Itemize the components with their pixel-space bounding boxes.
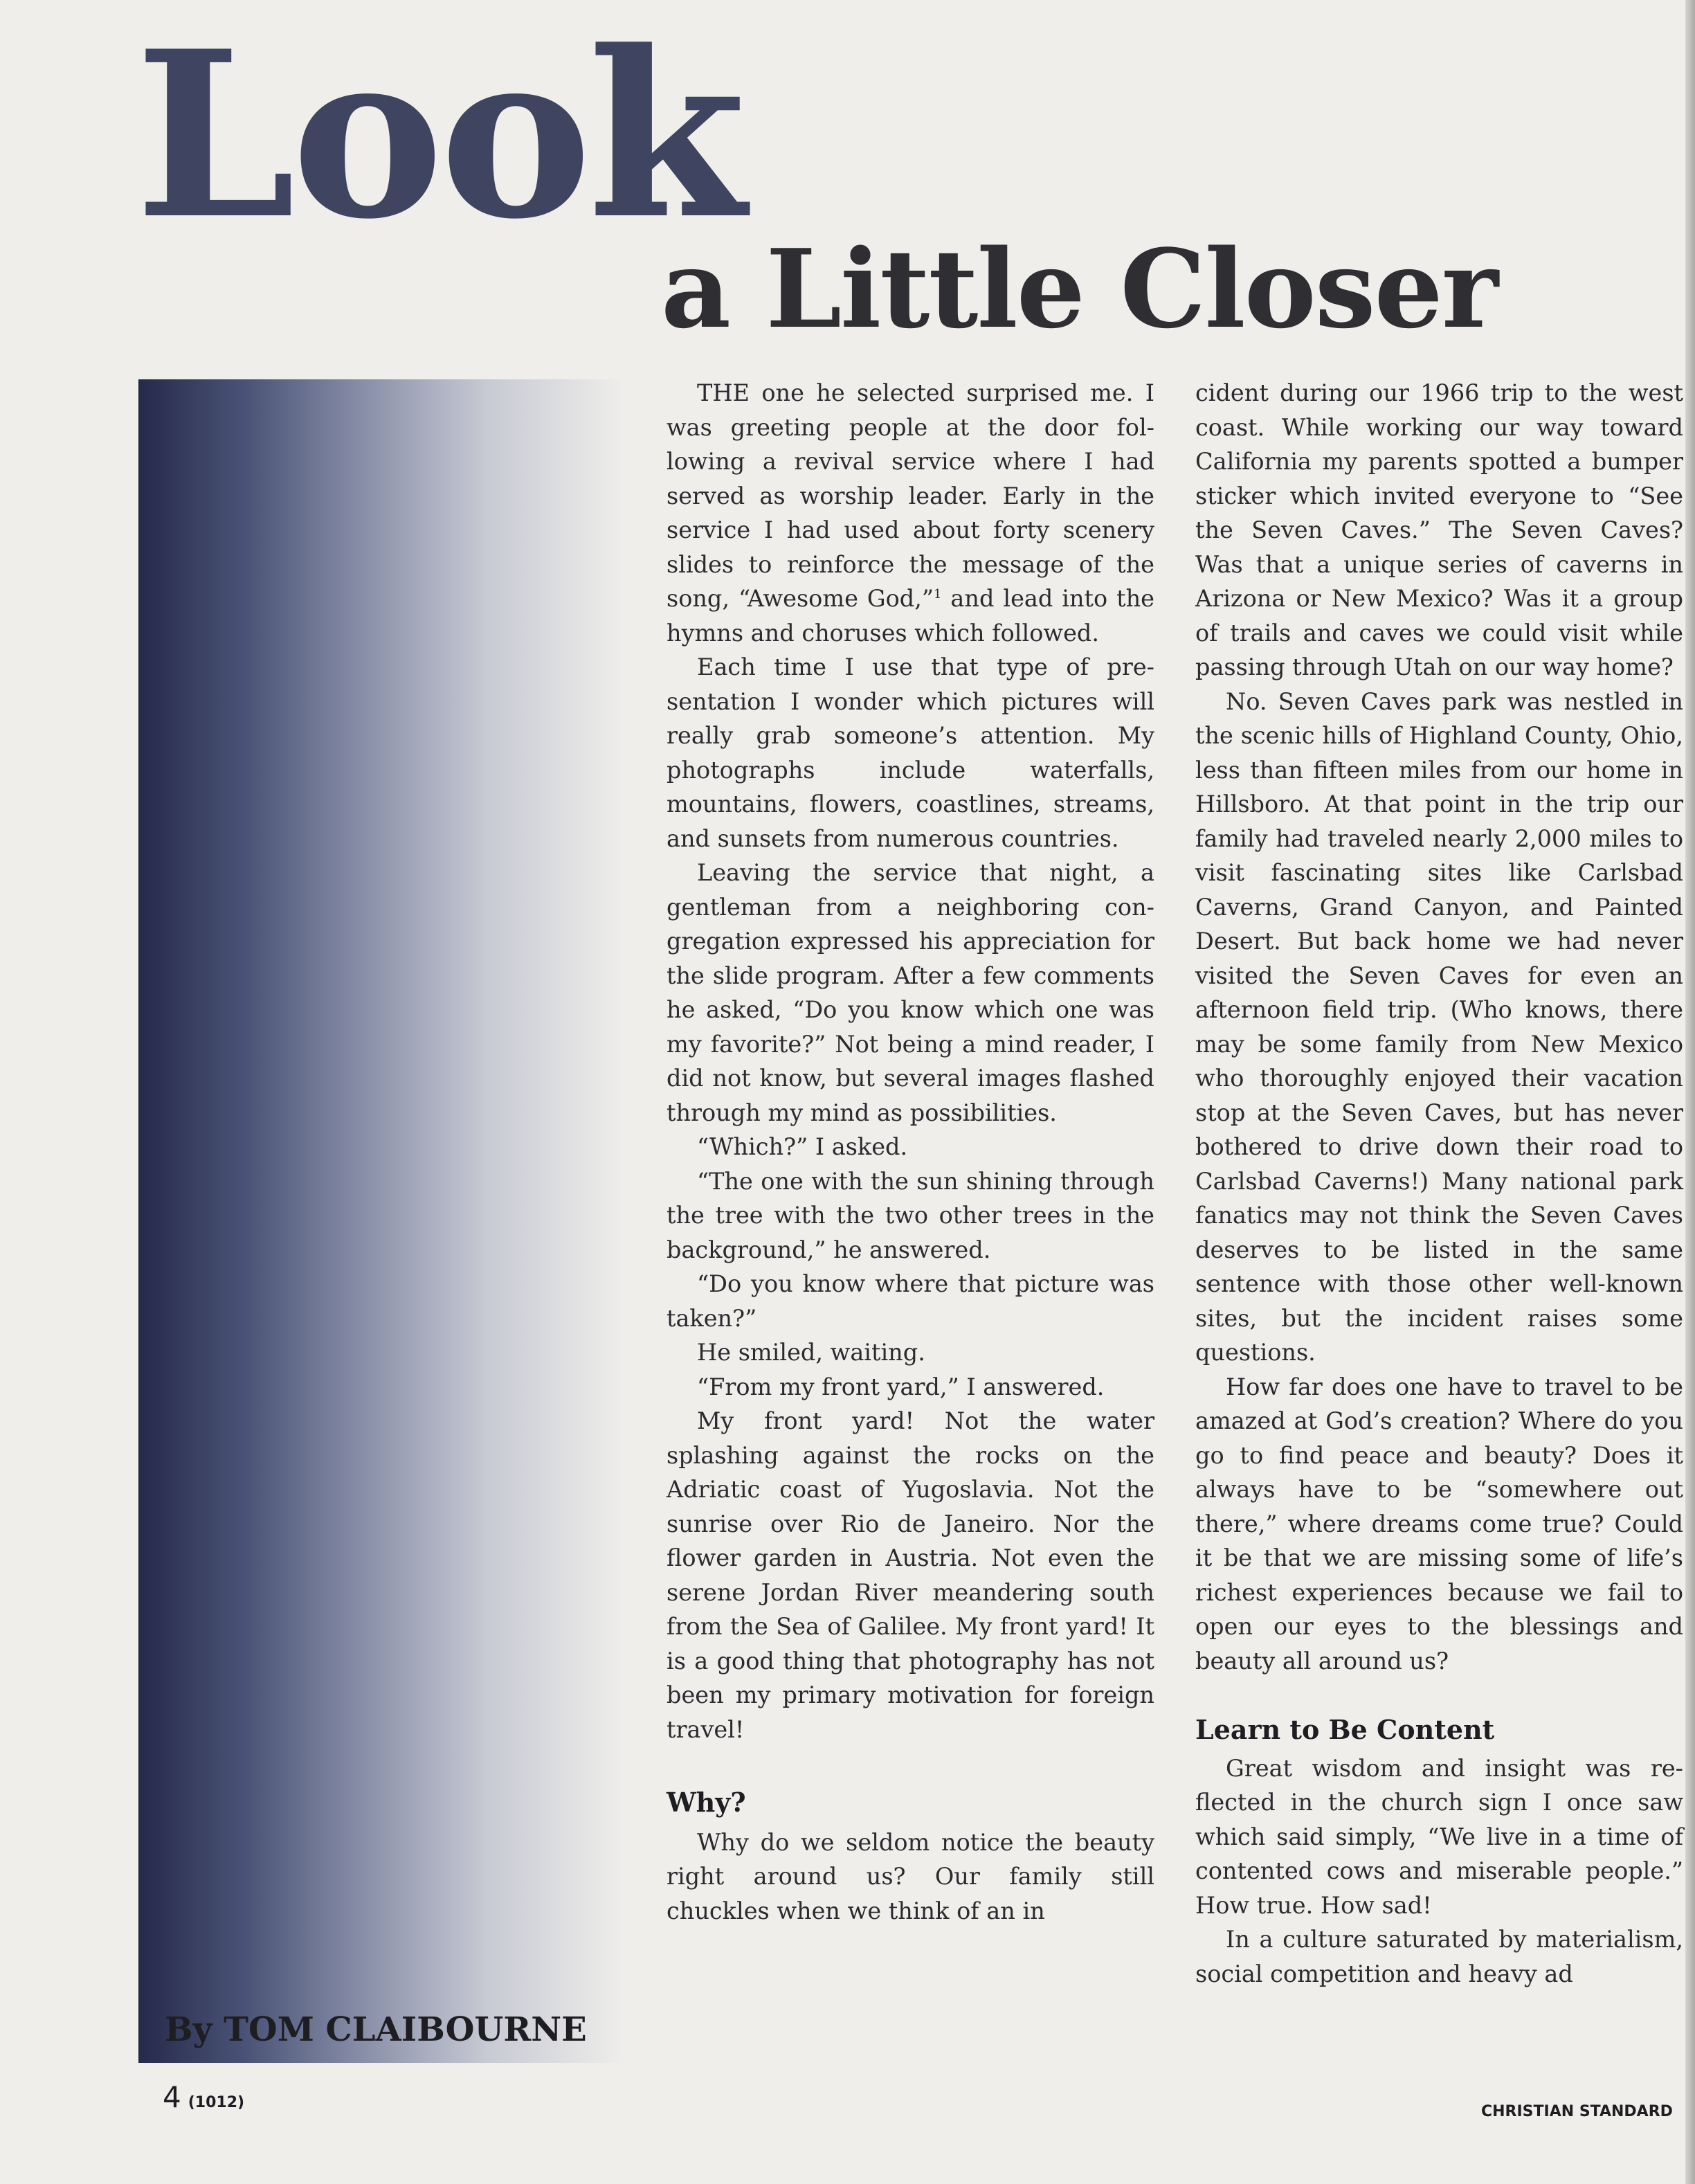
paragraph: THE one he selected surprised me. I was greeting people at the door following a revival service where I had served as worship leader. Early in the service I had used about forty scenery slides to reinforce the message of the song, “Awesome God,”$^1$ and lead into the hymns and choruses which followed. bbox=[667, 379, 1154, 647]
paragraph: No. Seven Caves park was nestled in the scenic hills of Highland County, Ohio, less than fifteen miles from our home in Hillsboro. At that point in the trip our family had traveled nearly 2,000 miles to visit fascinating sites like Carlsbad Caverns, Grand Canyon, and Painted Desert. But back home we had never visited the Seven Caves for even an afternoon field trip. (Who knows, there may be some family from New Mexico who thoroughly enjoyed their vacation stop at the Seven Caves, but has never bothered to drive down their road to Carlsbad Caverns!) Many national park fanatics may not think the Seven Caves deserves to be listed in the same sentence with those other well-known sites, but the incident raises some questions. bbox=[1195, 687, 1683, 1366]
paragraph: How far does one have to travel to be amazed at God’s creation? Where do you go to find peace and beauty? Does it always have to be “somewhere out there,” where dreams come true? Could it be that we are missing some of life’s richest experiences because we fail to open our eyes to the blessings and beauty all around us? bbox=[1195, 1373, 1683, 1675]
headline-look: Look bbox=[135, 1, 742, 269]
byline: By TOM CLAIBOURNE bbox=[165, 2010, 587, 2049]
paragraph: Great wisdom and insight was reflected in the church sign I once saw which said simply, “We live in a time of contented cows and miserable people.” How true. How sad! bbox=[1195, 1754, 1683, 1919]
paragraph: “Do you know where that picture was taken?” bbox=[667, 1270, 1154, 1332]
paragraph: My front yard! Not the water splashing against the rocks on the Adriatic coast of Yugoslavia. Not the sunrise over Rio de Janeiro. Nor the flower garden in Austria. Not even the serene Jordan River meandering south from the Sea of Galilee. My front yard! It is a good thing that photography has not been my primary motivation for foreign travel! bbox=[667, 1407, 1154, 1743]
footnote-marker: 1 bbox=[934, 586, 942, 602]
paragraph: Each time I use that type of presentation I wonder which pictures will really grab someone’s attention. My photographs include waterfalls, mountains, flowers, coastlines, streams, and sunsets from numerous countries. bbox=[667, 653, 1154, 852]
paragraph: “The one with the sun shining through the tree with the two other trees in the background,” he answered. bbox=[667, 1167, 1154, 1263]
article-column-2 bbox=[1195, 376, 1683, 1991]
page-edge bbox=[1685, 0, 1695, 2184]
paragraph: “From my front yard,” I answered. bbox=[697, 1373, 1105, 1400]
page-folio bbox=[163, 2080, 244, 2114]
page-number: 4 bbox=[163, 2080, 181, 2114]
paragraph: “Which?” I asked. bbox=[697, 1133, 908, 1160]
paragraph: cident during our 1966 trip to the west coast. While working our way toward California my parents spotted a bumper sticker which invited everyone to “See the Seven Caves.” The Seven Caves? Was that a unique series of caverns in Arizona or New Mexico? Was it a group of trails and caves we could visit while passing through Utah on our way home? bbox=[1195, 379, 1683, 680]
article-column-1 bbox=[667, 376, 1154, 1928]
paragraph: Leaving the service that night, a gentleman from a neighboring congregation expressed his appreciation for the slide program. After a few comments he asked, “Do you know which one was my favorite?” Not being a mind reader, I did not know, but several images flashed through my mind as possibilities. bbox=[667, 859, 1154, 1126]
issue-page-number: (1012) bbox=[188, 2094, 245, 2111]
paragraph: In a culture saturated by materialism, social competition and heavy ad bbox=[1195, 1926, 1683, 1987]
headline-subtitle: a Little Closer bbox=[661, 226, 1498, 352]
section-heading-why: Why? bbox=[667, 1787, 746, 1818]
paragraph: He smiled, waiting. bbox=[697, 1339, 925, 1366]
gradient-sidebar-graphic bbox=[138, 379, 624, 2063]
section-heading-learn-to-be-content: Learn to Be Content bbox=[1195, 1714, 1495, 1745]
paragraph: Why do we seldom notice the beauty right around us? Our family still chuckles when we think of an in bbox=[667, 1828, 1154, 1924]
magazine-name: CHRISTIAN STANDARD bbox=[1481, 2103, 1673, 2120]
